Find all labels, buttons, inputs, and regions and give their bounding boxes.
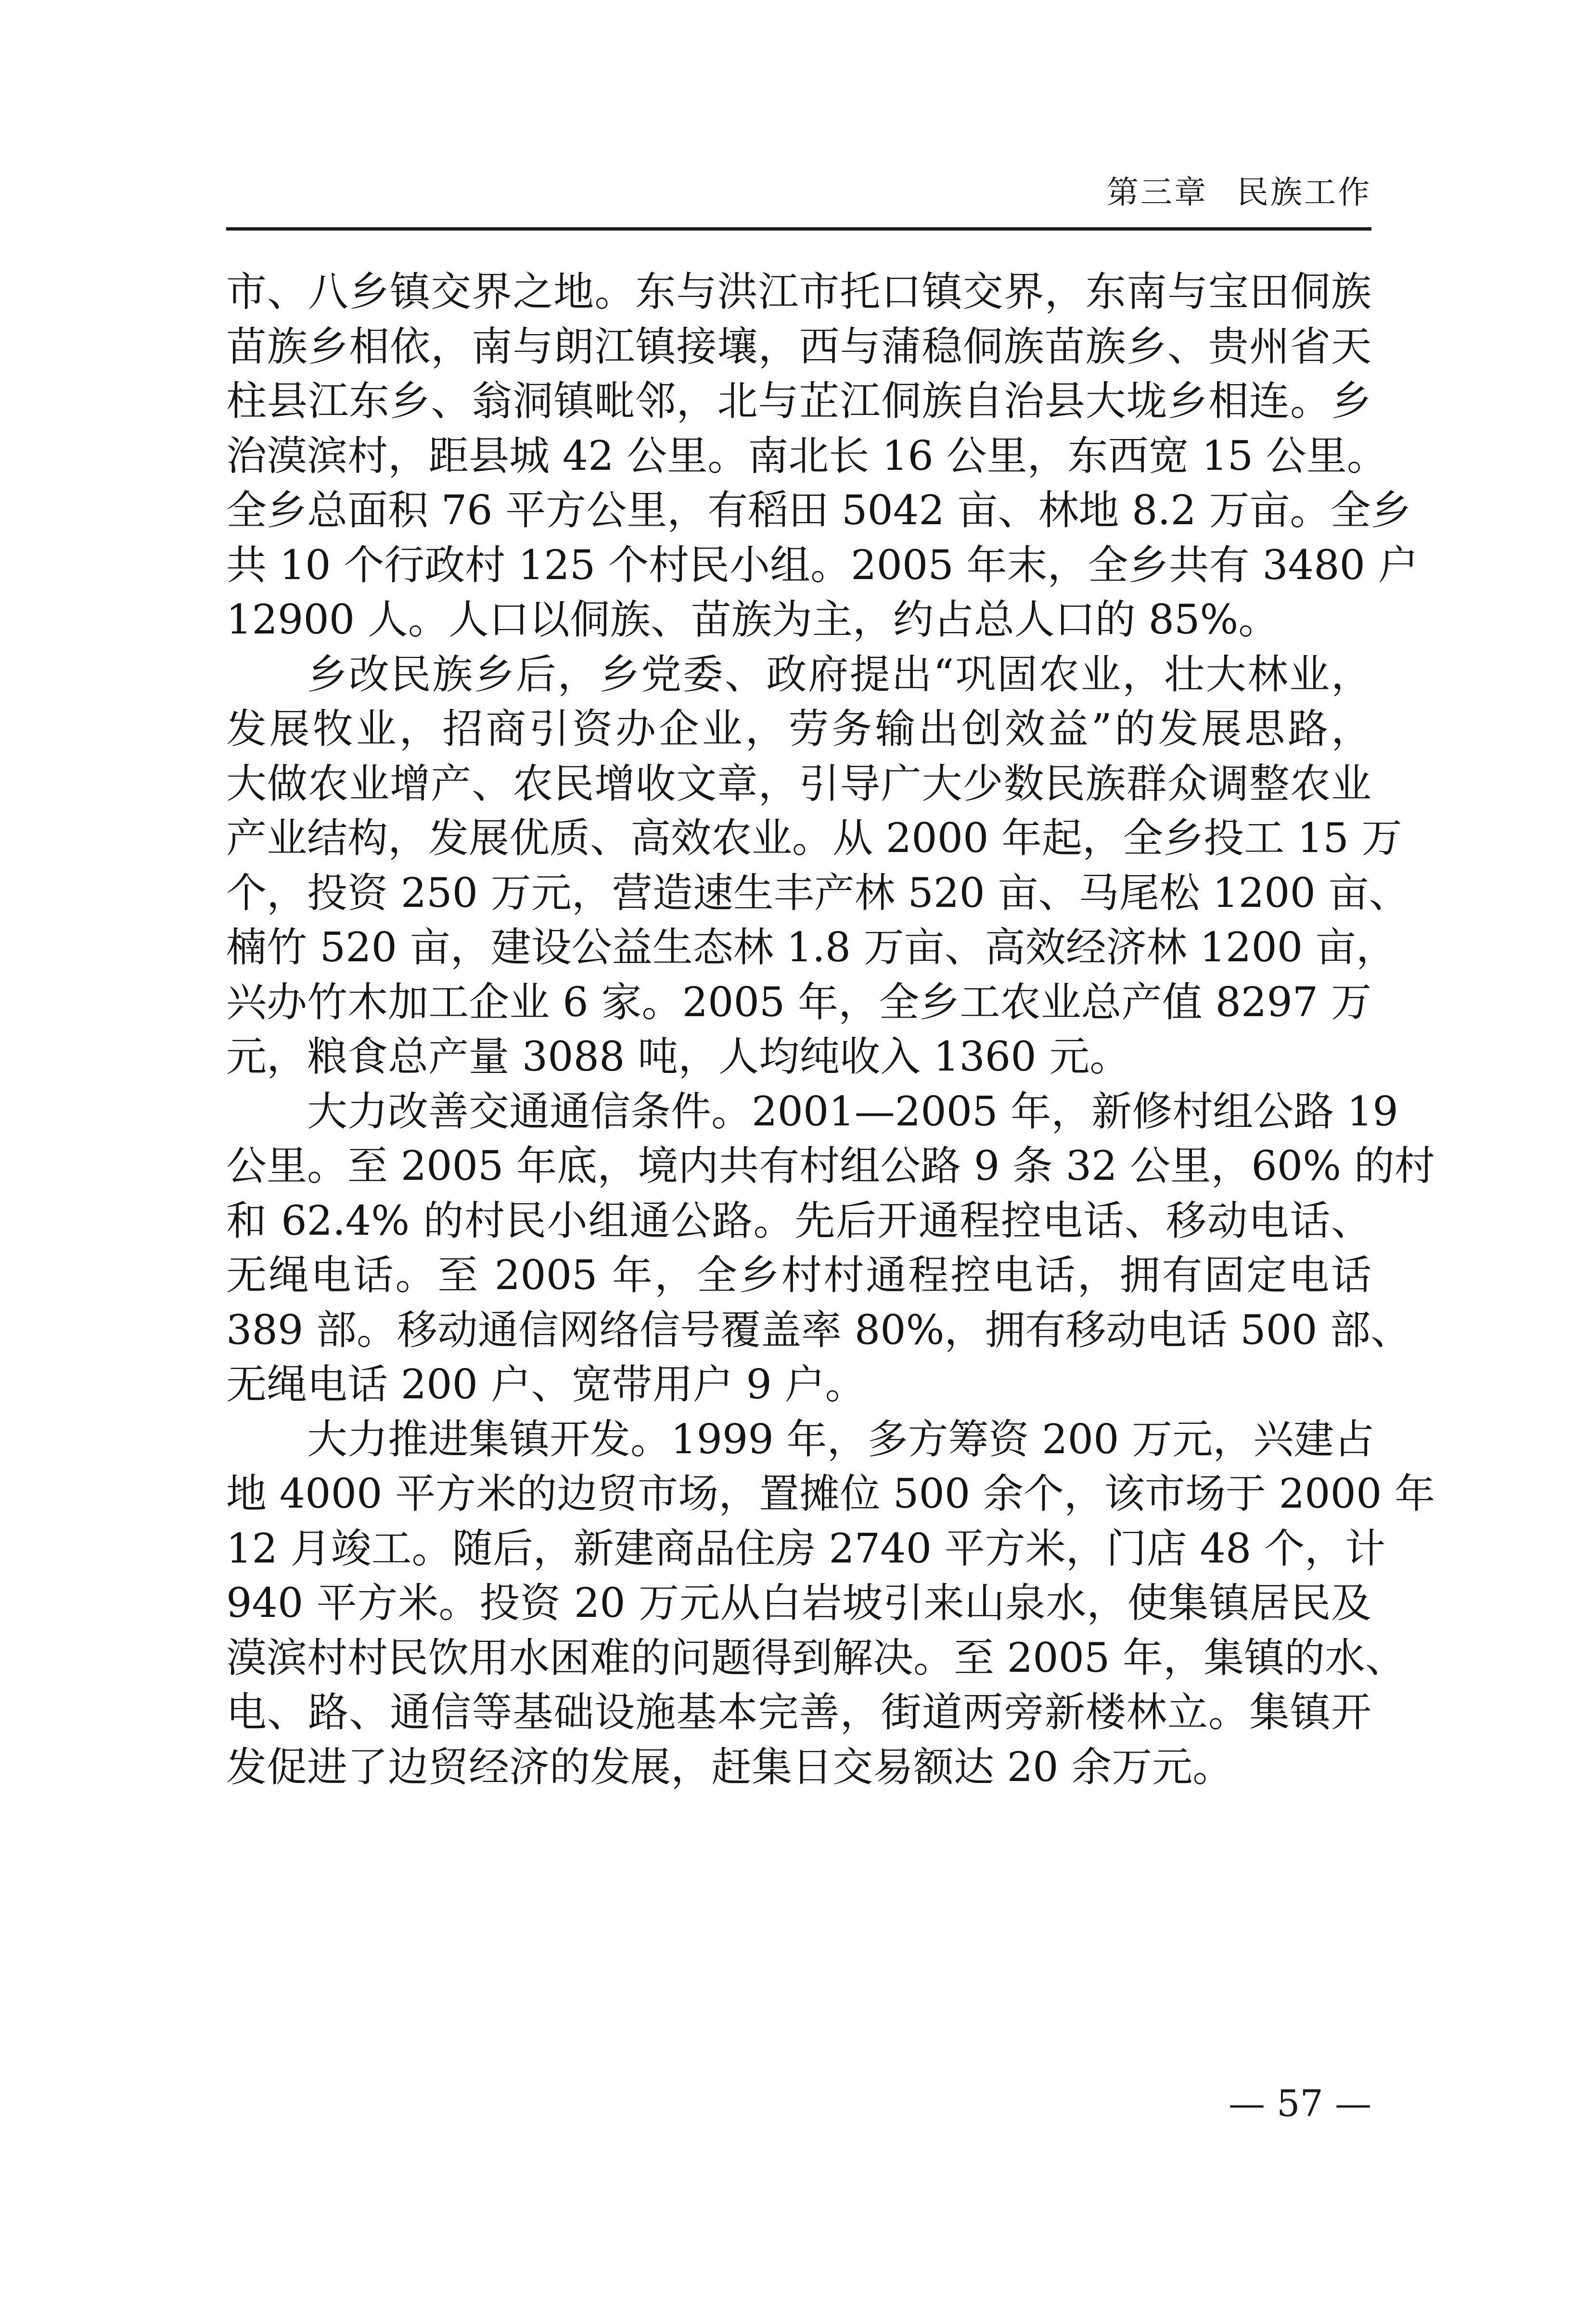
text-line: 全乡总面积 76 平方公里，有稻田 5042 亩、林地 8.2 万亩。全乡 (226, 487, 1411, 534)
text-line: 元，粮食总产量 3088 吨，人均纯收入 1360 元。 (226, 1033, 1130, 1080)
text-line: 发促进了边贸经济的发展，赶集日交易额达 20 余万元。 (226, 1743, 1233, 1791)
text-line: 无绳电话。至 2005 年，全乡村村通程控电话，拥有固定电话 (226, 1252, 1371, 1299)
text-line: 940 平方米。投资 20 万元从白岩坡引来山泉水，使集镇居民及 (226, 1579, 1371, 1627)
running-header (226, 171, 1371, 214)
paragraph-town-development (226, 1412, 1435, 1795)
text-line: 电、路、通信等基础设施基本完善，街道两旁新楼林立。集镇开 (226, 1689, 1371, 1736)
text-line: 发展牧业，招商引资办企业，劳务输出创效益”的发展思路， (226, 705, 1371, 752)
page-number: — 57 — (1228, 2082, 1371, 2125)
text-line: 12900 人。人口以侗族、苗族为主，约占总人口的 85%。 (226, 596, 1279, 643)
paragraph-location (226, 265, 1419, 647)
text-line: 柱县江东乡、翁洞镇毗邻，北与芷江侗族自治县大垅乡相连。乡 (226, 377, 1371, 425)
text-line: 楠竹 520 亩，建设公益生态林 1.8 万亩、高效经济林 1200 亩， (226, 924, 1396, 971)
header-rule (226, 227, 1371, 231)
text-line: 389 部。移动通信网络信号覆盖率 80%，拥有移动电话 500 部、 (226, 1306, 1411, 1354)
text-line: 治漠滨村，距县城 42 公里。南北长 16 公里，东西宽 15 公里。 (226, 432, 1387, 479)
text-line: 无绳电话 200 户、宽带用户 9 户。 (226, 1361, 866, 1408)
text-line: 苗族乡相依，南与朗江镇接壤，西与蒲稳侗族苗族乡、贵州省天 (226, 323, 1371, 370)
text-line: 大做农业增产、农民增收文章，引导广大少数民族群众调整农业 (226, 760, 1371, 807)
chapter-number: 第三章 (1107, 174, 1208, 211)
text-line: 产业结构，发展优质、高效农业。从 2000 年起，全乡投工 15 万 (226, 814, 1402, 862)
text-line: 市、八乡镇交界之地。东与洪江市托口镇交界，东南与宝田侗族 (226, 268, 1371, 315)
text-line: 乡改民族乡后，乡党委、政府提出“巩固农业，壮大林业， (307, 650, 1371, 698)
body-text (226, 265, 1435, 1795)
text-line: 大力改善交通通信条件。2001—2005 年，新修村组公路 19 (307, 1087, 1398, 1135)
text-line: 公里。至 2005 年底，境内共有村组公路 9 条 32 公里，60% 的村 (226, 1142, 1435, 1189)
text-line: 个，投资 250 万元，营造速生丰产林 520 亩、马尾松 1200 亩、 (226, 869, 1409, 917)
text-line: 大力推进集镇开发。1999 年，多方筹资 200 万元，兴建占 (307, 1415, 1375, 1463)
text-line: 12 月竣工。随后，新建商品住房 2740 平方米，门店 48 个，计 (226, 1524, 1386, 1572)
text-line: 漠滨村村民饮用水困难的问题得到解决。至 2005 年，集镇的水、 (226, 1634, 1406, 1681)
paragraph-transport (226, 1085, 1435, 1412)
text-line: 兴办竹木加工企业 6 家。2005 年，全乡工农业总产值 8297 万 (226, 978, 1371, 1026)
text-line: 共 10 个行政村 125 个村民小组。2005 年末，全乡共有 3480 户 (226, 541, 1419, 589)
chapter-title: 民族工作 (1237, 174, 1371, 211)
text-line: 地 4000 平方米的边贸市场，置摊位 500 余个，该市场于 2000 年 (226, 1470, 1435, 1517)
paragraph-development (226, 647, 1409, 1085)
text-line: 和 62.4% 的村民小组通公路。先后开通程控电话、移动电话、 (226, 1197, 1371, 1244)
